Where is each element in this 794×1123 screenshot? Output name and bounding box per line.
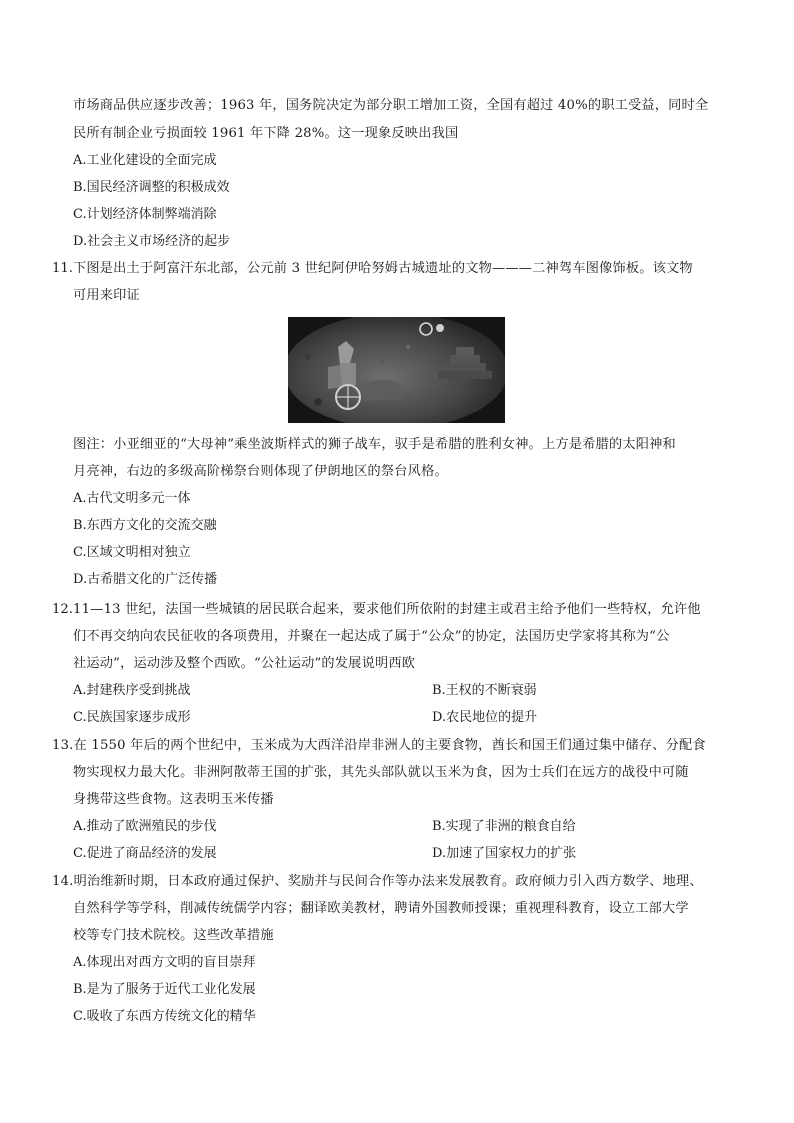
q12-option-d[interactable]: D.农民地位的提升 [432, 710, 538, 725]
q12-line-2: 们不再交纳向农民征收的各项费用，并聚在一起达成了属于“公众”的协定，法国历史学家将其称为“公 [73, 629, 670, 644]
q13-line-2: 物实现权力最大化。非洲阿散蒂王国的扩张，其先头部队就以玉米为食，因为士兵们在远方的战役中可随 [73, 765, 689, 780]
q11-option-a[interactable]: A.古代文明多元一体 [73, 491, 191, 506]
q14-option-b[interactable]: B.是为了服务于近代工业化发展 [73, 982, 256, 997]
plaque-illustration [288, 317, 505, 423]
q12-line-3: 社运动”，运动涉及整个西欧。“公社运动”的发展说明西欧 [73, 656, 416, 671]
q11-line-1: 下图是出土于阿富汗东北部，公元前 3 世纪阿伊哈努姆古城遗址的文物———二神驾车图像饰板。该文物 [73, 261, 693, 276]
q12-number: 12. [52, 602, 73, 617]
q10-option-b[interactable]: B.国民经济调整的积极成效 [73, 180, 230, 195]
q12-option-a[interactable]: A.封建秩序受到挑战 [73, 683, 191, 698]
q14-line-2: 自然科学等学科，削减传统儒学内容；翻译欧美教材，聘请外国教师授课；重视理科教育，设立工部大学 [73, 901, 689, 916]
q13-option-a[interactable]: A.推动了欧洲殖民的步伐 [73, 819, 217, 834]
q11-number: 11. [52, 261, 73, 276]
q14-option-a[interactable]: A.体现出对西方文明的盲目崇拜 [73, 955, 256, 970]
q10-option-c[interactable]: C.计划经济体制弊端消除 [73, 207, 217, 222]
q12-line-1: 11—13 世纪，法国一些城镇的居民联合起来，要求他们所依附的封建主或君主给予他们一些特权，允许他 [73, 602, 701, 617]
q11-line-2: 可用来印证 [73, 288, 140, 303]
q11-caption-line-1: 图注：小亚细亚的“大母神”乘坐波斯样式的狮子战车，驭手是希腊的胜利女神。上方是希腊的太阳神和 [73, 437, 676, 452]
q13-line-3: 身携带这些食物。这表明玉米传播 [73, 792, 274, 807]
q14-line-3: 校等专门技术院校。这些改革措施 [73, 928, 274, 943]
q11-option-d[interactable]: D.古希腊文化的广泛传播 [73, 572, 218, 587]
q13-option-d[interactable]: D.加速了国家权力的扩张 [432, 846, 577, 861]
artifact-plaque-image [288, 317, 505, 423]
q13-line-1: 13.在 1550 年后的两个世纪中，玉米成为大西洋沿岸非洲人的主要食物，酋长和国王们通过集中储存、分配食 [52, 738, 706, 753]
q12-option-c[interactable]: C.民族国家逐步成形 [73, 710, 191, 725]
q14-line-1: 14.明治维新时期，日本政府通过保护、奖励并与民间合作等办法来发展教育。政府倾力引入西方数学、地理、 [52, 874, 703, 889]
q11-option-c[interactable]: C.区域文明相对独立 [73, 545, 191, 560]
q13-option-b[interactable]: B.实现了非洲的粮食自给 [432, 819, 576, 834]
q13-option-c[interactable]: C.促进了商品经济的发展 [73, 846, 217, 861]
q10-option-a[interactable]: A.工业化建设的全面完成 [73, 153, 217, 168]
q10-line-1: 市场商品供应逐步改善；1963 年，国务院决定为部分职工增加工资，全国有超过 40%的职工受益，同时全 [73, 98, 709, 113]
q11-option-b[interactable]: B.东西方文化的交流交融 [73, 518, 217, 533]
q10-option-d[interactable]: D.社会主义市场经济的起步 [73, 234, 231, 249]
q10-line-2: 民所有制企业亏损面较 1961 年下降 28%。这一现象反映出我国 [73, 126, 459, 141]
q11-caption-line-2: 月亮神，右边的多级高阶梯祭台则体现了伊朗地区的祭台风格。 [73, 464, 448, 479]
q12-option-b[interactable]: B.王权的不断衰弱 [432, 683, 537, 698]
q14-option-c[interactable]: C.吸收了东西方传统文化的精华 [73, 1009, 256, 1024]
